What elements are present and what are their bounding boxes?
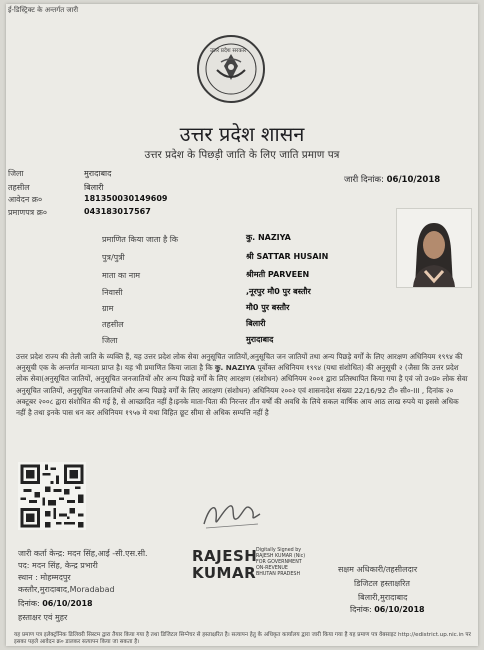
authority-date	[350, 604, 425, 615]
issue-date-value: 06/10/2018	[386, 175, 441, 185]
signature-scribble	[200, 494, 266, 534]
document-title: उत्तर प्रदेश शासन	[179, 122, 305, 146]
signature-meta-line: RAJESH KUMAR (Nic)	[256, 554, 306, 559]
digital-signer-name	[192, 548, 257, 582]
authority-date-label: दिनांक:	[350, 605, 372, 614]
district-label: जिला	[8, 169, 24, 178]
issuer-date	[18, 598, 93, 609]
certificate-number: 043183017567	[84, 207, 151, 216]
issue-date-label: जारी दिनांक:	[344, 175, 384, 185]
issuer-post: पद: मदन सिंह, केन्द्र प्रभारी	[18, 561, 98, 570]
district-value: मुरादाबाद	[84, 169, 112, 178]
issuer-date-value: 06/10/2018	[42, 599, 93, 608]
body-part-2: पूर्वोक्त अधिनियम १९९४ (यथा संशोधित) की अनुसूची २ (जैसा कि उत्तर प्रदेश लोक सेवा(अनुसूचित जातियों, अनुसूचित जनजातियों और अन्य पिछड़े वर्गों के लिए आरक्षण (संशोधन) अधिनियम २००१ द्वारा प्रतिस्थापित किया गया है एवं जो उ०प्र० लोक सेवा अनुसूचित जातियों, अनुसूचित जनजातियों और अन्य पिछड़े वर्गों के लिए आरक्षण (संशोधन) अधिनियम २००२ एवं शासनादेश संख्या 22/16/92 टी० सी०-III , दिनांक २० अक्टूबर २००८ द्वारा संशोधित की गई है, से आच्छादित नहीं है।इनके माता-पिता की निरन्तर तीन वर्षों की अवधि के लिये सकल वार्षिक आय आठ लाख रुपये या इससे अधिक नहीं है तथा इनके पास धन कर अधिनियम १९५७ मे यथा विहित छूट सीमा से अधिक सम्पत्ति नहीं है	[16, 363, 468, 418]
digitally-signed-text: डिजिटल हस्ताक्षरित	[354, 579, 410, 588]
signature-meta-line: BHUTAN PRADESH	[256, 572, 301, 577]
issuer-date-label: दिनांक:	[18, 599, 40, 608]
application-number-label: आवेदन क्र०	[8, 195, 43, 204]
authority-location: बिलारी,मुरादाबाद	[358, 593, 408, 602]
issuer-address: कस्तौर,मुरादाबाद,Moradabad	[18, 585, 115, 594]
qr-code-icon	[18, 462, 86, 530]
signature-meta-line: ON-REVENUE	[256, 566, 288, 571]
signature-meta-line: Digitally Signed by	[256, 548, 302, 553]
top-note: ई-डिस्ट्रिक्ट के अन्तर्गत जारी	[8, 6, 79, 14]
application-number: 181350030149609	[84, 194, 168, 203]
tehsil-detail-label: तहसील	[102, 320, 124, 329]
tehsil-detail-value: बिलारी	[246, 319, 266, 328]
issuer-place: स्थान : मोहम्मदपुर	[18, 573, 71, 582]
district-detail-label: जिला	[102, 336, 118, 345]
tehsil-value: बिलारी	[84, 183, 104, 192]
village-value: मौ0 पुर बस्तौर	[246, 303, 290, 312]
resident-value: ,नूरपुर मौ0 पुर बस्तौर	[246, 287, 311, 296]
resident-label: निवासी	[102, 288, 123, 297]
father-name: श्री SATTAR HUSAIN	[246, 252, 329, 261]
signer-last-name: KUMAR	[192, 564, 257, 582]
certificate-page	[6, 4, 478, 646]
village-label: ग्राम	[102, 304, 114, 313]
verification-footer: यह प्रमाण पत्र इलेक्ट्रॉनिक डिलिवरी सिस्टम द्वारा तैयार किया गया है तथा डिजिटल सिग्नेचर से हस्ताक्षरित है। सत्यापन हेतु के अधिकृत कार्यालय द्वारा जारी किया गया है यह प्रमाण पत्र वेबसाइट http://edistrict.up.nic.in पर इसका पहले आवेदन क्र० डालकर सत्यापन किया जा सकता है।	[14, 632, 471, 645]
certificate-number-label: प्रमाणपत्र क्र०	[8, 208, 47, 217]
relation-label: पुत्र/पुत्री	[102, 253, 125, 262]
body-part-1: उत्तर प्रदेश राज्य की तेली जाति के व्यक्ति हैं, यह उत्तर प्रदेश लोक सेवा अनुसूचित जातियों,अनुसूचित जन जातियों तथा अन्य पिछड़े वर्गों के लिए आरक्षण अधिनियम १९९४ की अनुसूची एक के अन्तर्गत मान्यता प्राप्त है। यह भी प्रमाणित किया जाता है कि	[16, 352, 463, 373]
applicant-name: कु. NAZIYA	[246, 233, 291, 242]
signer-first-name: RAJESH	[192, 547, 258, 565]
tehsil-label: तहसील	[8, 183, 30, 192]
issuer-center: जारी कर्ता केन्द्र: मदन सिंह,आई -सी.एस.सी.	[18, 549, 148, 558]
document-subtitle: उत्तर प्रदेश के पिछड़ी जाति के लिए जाति प्रमाण पत्र	[144, 149, 340, 161]
up-government-emblem-icon	[196, 34, 266, 104]
person-photo-icon	[397, 209, 471, 287]
authority-title: सक्षम अधिकारी/तहसीलदार	[338, 565, 418, 574]
emblem-caption: उत्तर प्रदेश सरकार	[210, 48, 247, 54]
certify-intro: प्रमाणित किया जाता है कि	[102, 235, 179, 244]
signature-meta-line: FOR GOVERNMENT	[256, 560, 302, 565]
issue-date	[344, 174, 440, 185]
certificate-body	[16, 351, 470, 418]
digital-signature-info	[256, 548, 305, 578]
body-name: कु. NAZIYA	[215, 363, 256, 373]
authority-date-value: 06/10/2018	[374, 605, 425, 614]
signature-stamp-label: हस्ताक्षर एवं मुहर	[18, 613, 68, 622]
applicant-photo	[396, 208, 472, 288]
mother-label: माता का नाम	[102, 271, 141, 280]
mother-name: श्रीमती PARVEEN	[246, 270, 310, 279]
district-detail-value: मुरादाबाद	[246, 335, 274, 344]
